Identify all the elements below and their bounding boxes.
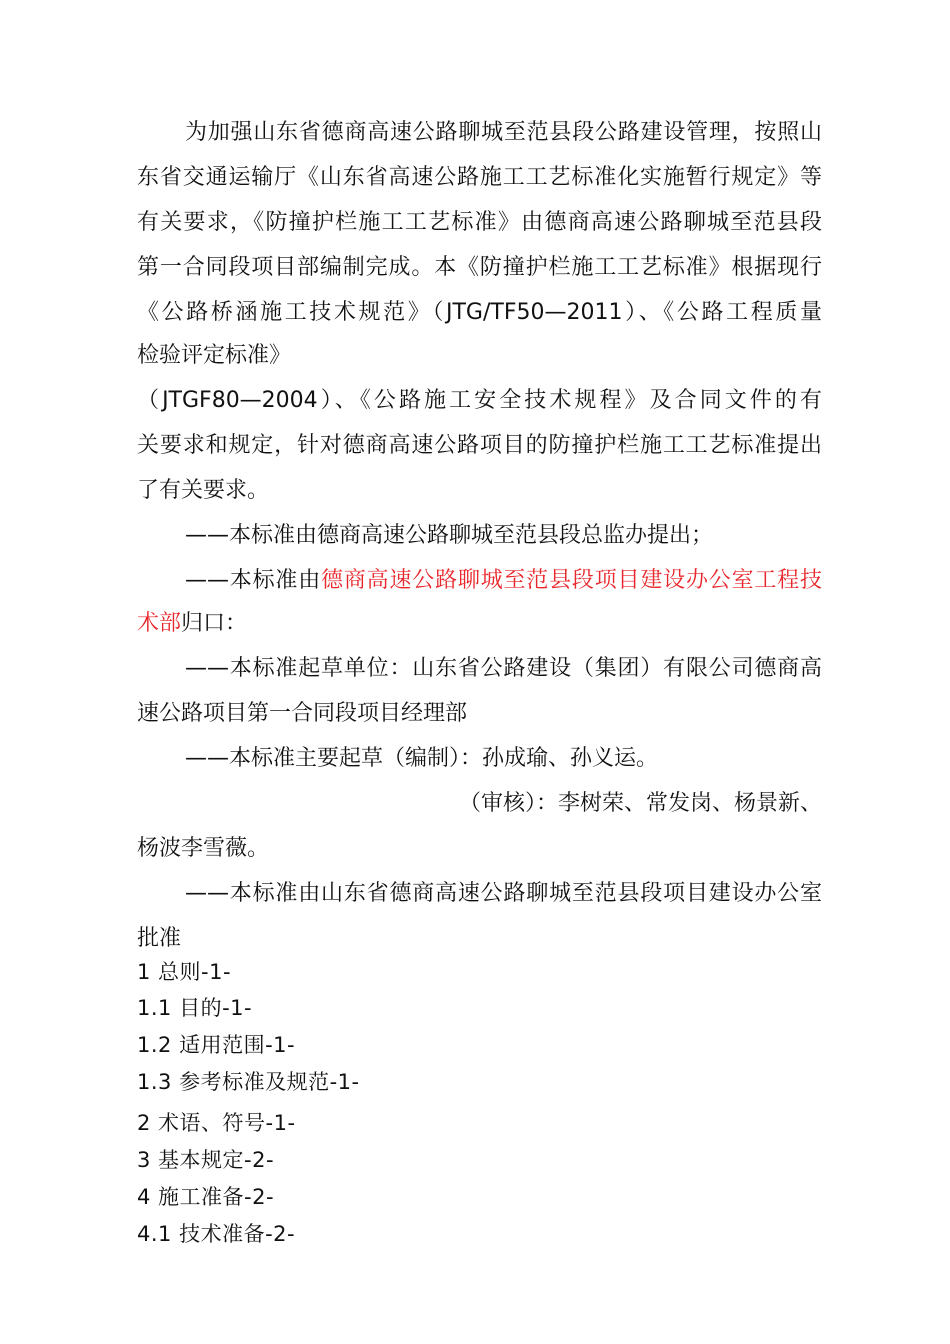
preface-item-proposer: ——本标准由德商高速公路聊城至范县段总监办提出； — [185, 523, 714, 548]
custodian-highlight-2: 术部 — [137, 611, 182, 636]
toc-entry[interactable]: 3 基本规定-2- — [137, 1148, 275, 1172]
preface-p1-line3: 有关要求，《防撞护栏施工工艺标准》由德商高速公路聊城至范县段 — [137, 210, 822, 235]
preface-p2-line2: 关要求和规定，针对德商高速公路项目的防撞护栏施工工艺标准提出 — [137, 433, 822, 458]
preface-item-approval-line2: 批准 — [137, 926, 182, 951]
custodian-prefix: ——本标准由 — [185, 568, 322, 593]
toc-entry[interactable]: 4 施工准备-2- — [137, 1185, 275, 1209]
toc-entry[interactable]: 1.3 参考标准及规范-1- — [137, 1070, 360, 1094]
preface-p1-line1: 为加强山东省德商高速公路聊城至范县段公路建设管理，按照山 — [185, 120, 822, 145]
toc-entry[interactable]: 1.2 适用范围-1- — [137, 1033, 296, 1057]
preface-p1-line4: 第一合同段项目部编制完成。本《防撞护栏施工工艺标准》根据现行 — [137, 255, 822, 280]
preface-p1-line5: 《公路桥涵施工技术规范》（JTG/TF50—2011）、《公路工程质量 — [137, 300, 822, 325]
toc-entry[interactable]: 4.1 技术准备-2- — [137, 1222, 296, 1246]
preface-p1-line6: 检验评定标准》 — [137, 343, 292, 368]
preface-item-reviewers-line1: （审核）：李树荣、常发岗、杨景新、 — [458, 791, 822, 816]
preface-item-drafters: ——本标准主要起草（编制）：孙成瑜、孙义运。 — [185, 746, 659, 771]
custodian-highlight-1: 德商高速公路聊城至范县段项目建设办公室工程技 — [321, 568, 822, 593]
custodian-suffix: 归口： — [181, 611, 248, 636]
preface-p2-line3: 了有关要求。 — [137, 478, 270, 503]
preface-item-drafting-unit-line1: ——本标准起草单位：山东省公路建设（集团）有限公司德商高 — [185, 656, 822, 681]
preface-item-reviewers-line2: 杨波李雪薇。 — [137, 836, 270, 861]
toc-entry[interactable]: 1 总则-1- — [137, 960, 232, 984]
toc-entry[interactable]: 1.1 目的-1- — [137, 996, 253, 1020]
toc-entry[interactable]: 2 术语、符号-1- — [137, 1111, 296, 1135]
preface-p1-line2: 东省交通运输厅《山东省高速公路施工工艺标准化实施暂行规定》等 — [137, 165, 822, 190]
preface-item-custodian-line2 — [137, 609, 822, 639]
preface-item-approval-line1: ——本标准由山东省德商高速公路聊城至范县段项目建设办公室 — [185, 881, 822, 906]
preface-item-custodian-line1 — [137, 566, 822, 596]
preface-p2-line1: （JTGF80—2004）、《公路施工安全技术规程》及合同文件的有 — [137, 388, 822, 413]
preface-item-drafting-unit-line2: 速公路项目第一合同段项目经理部 — [137, 701, 468, 726]
